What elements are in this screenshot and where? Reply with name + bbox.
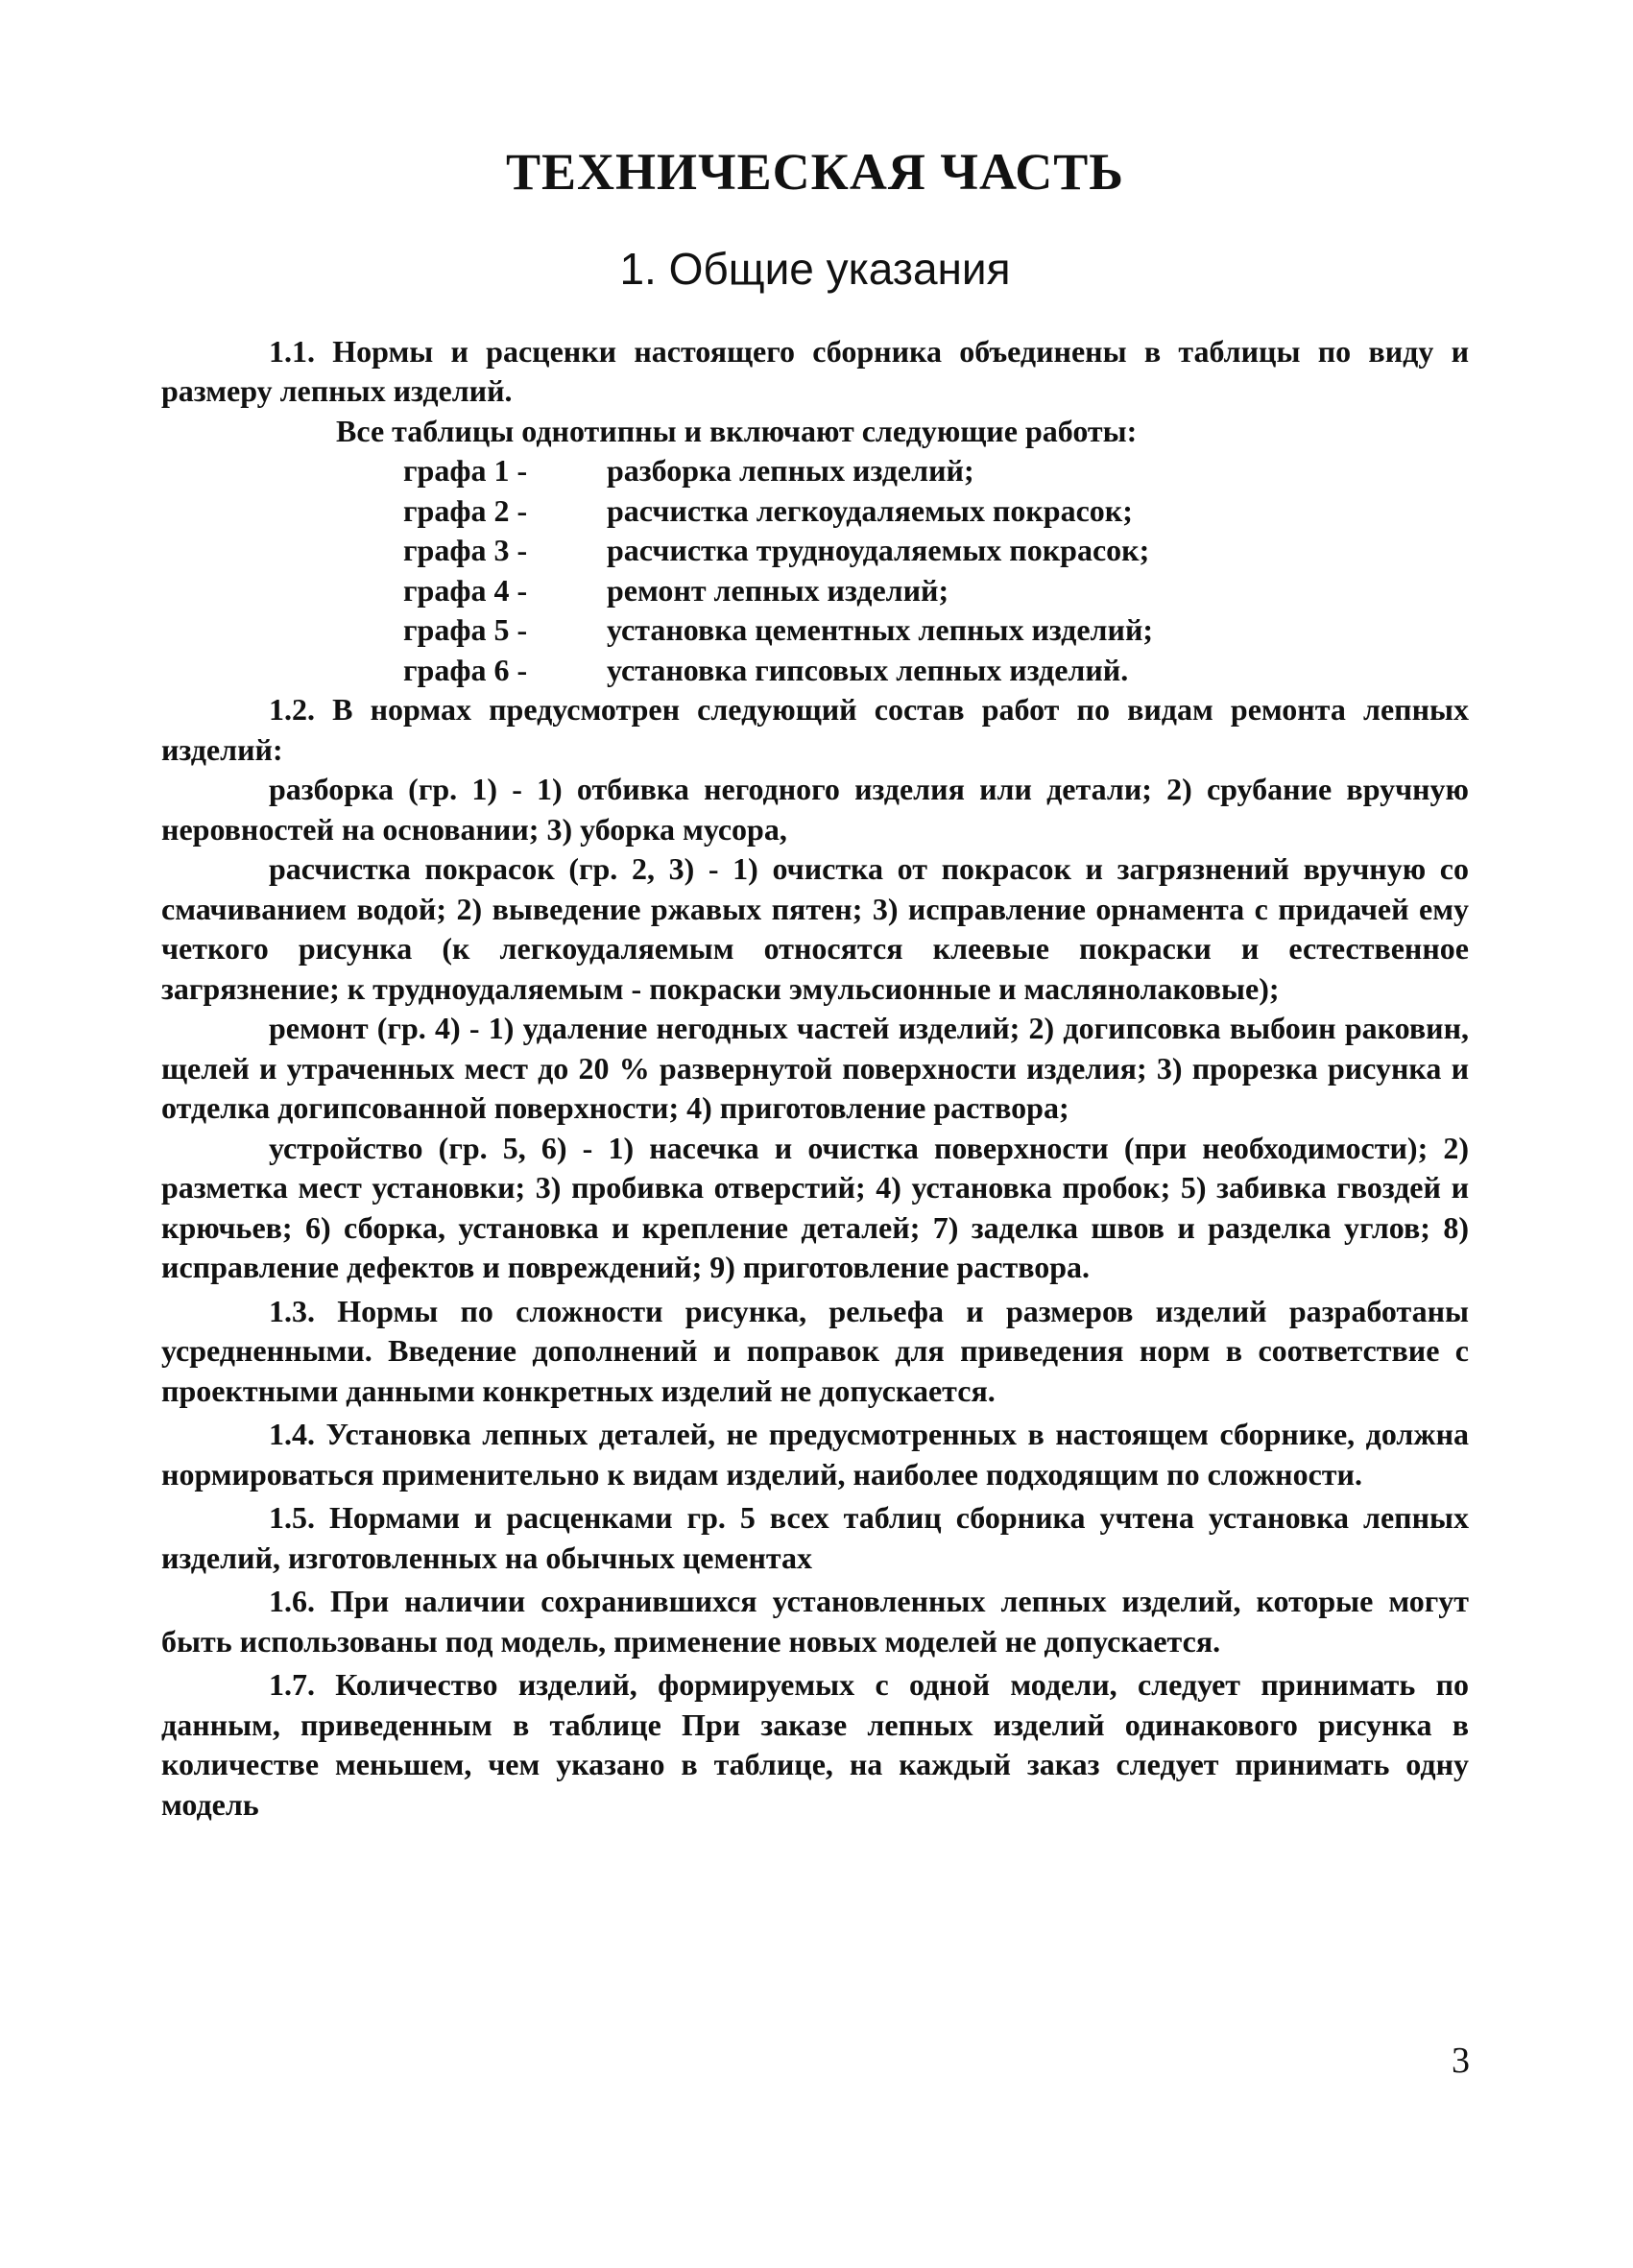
list-item-label: графа 1 -	[403, 453, 528, 489]
list-item-text: расчистка трудноудаляемых покрасок;	[607, 533, 1150, 568]
document-body	[161, 332, 1469, 1826]
list-item-label: графа 6 -	[403, 652, 528, 687]
list-item	[403, 451, 1469, 491]
paragraph-1-2: 1.2. В нормах предусмотрен следующий состав работ по видам ремонта лепных изделий:	[161, 692, 1469, 767]
list-item-label: графа 3 -	[403, 533, 528, 568]
list-item-label: графа 4 -	[403, 572, 528, 608]
document-page	[161, 144, 1469, 1825]
paragraph-1-4: 1.4. Установка лепных деталей, не предусмотренных в настоящем сборнике, должна нормироваться применительно к видам изделий, наиболее подходящим по сложности.	[161, 1417, 1469, 1492]
list-item	[403, 491, 1469, 532]
list-item-text: расчистка легкоудаляемых покрасок;	[607, 492, 1133, 528]
list-item-label: графа 5 -	[403, 612, 528, 648]
paragraph-1-3: 1.3. Нормы по сложности рисунка, рельефа и размеров изделий разработаны усредненными. Введение дополнений и поправок для приведения норм в соответствие с проектными данными конкретных изделий не допускается.	[161, 1293, 1469, 1408]
paragraph-1-2-repair: ремонт (гр. 4) - 1) удаление негодных частей изделий; 2) догипсовка выбоин раковин, щелей и утраченных мест до 20 % развернутой поверхности изделия; 3) прорезка рисунка и отделка догипсованной поверхности; 4) приготовление раствора;	[161, 1011, 1469, 1126]
list-item-text: разборка лепных изделий;	[607, 453, 974, 489]
list-item	[403, 571, 1469, 611]
list-item-label: графа 2 -	[403, 492, 528, 528]
work-columns-list	[161, 451, 1469, 690]
paragraph-1-2-installation: устройство (гр. 5, 6) - 1) насечка и очистка поверхности (при необходимости); 2) разметка мест установки; 3) пробивка отверстий; 4) установка пробок; 5) забивка гвоздей и крючьев; 6) сборка, установка и крепление деталей; 7) заделка швов и разделка углов; 8) исправление дефектов и повреждений; 9) приготовление раствора.	[161, 1130, 1469, 1285]
paragraph-1-1-intro: Все таблицы однотипны и включают следующие работы:	[336, 413, 1138, 448]
list-item-text: установка гипсовых лепных изделий.	[607, 652, 1129, 687]
list-item-text: ремонт лепных изделий;	[607, 572, 949, 608]
paragraph-1-6: 1.6. При наличии сохранившихся установленных лепных изделий, которые могут быть использованы под модель, применение новых моделей не допускается.	[161, 1584, 1469, 1659]
list-item	[403, 651, 1469, 691]
paragraph-1-7: 1.7. Количество изделий, формируемых с одной модели, следует принимать по данным, приведенным в таблице При заказе лепных изделий одинакового рисунка в количестве меньшем, чем указано в таблице, на каждый заказ следует принимать одну модель	[161, 1667, 1469, 1822]
list-item	[403, 531, 1469, 571]
page-number: 3	[1452, 2041, 1470, 2081]
list-item	[403, 610, 1469, 651]
list-item-text: установка цементных лепных изделий;	[607, 612, 1154, 648]
paragraph-1-2-cleaning: расчистка покрасок (гр. 2, 3) - 1) очистка от покрасок и загрязнений вручную со смачиванием водой; 2) выведение ржавых пятен; 3) исправление орнамента с придачей ему четкого рисунка (к легкоудаляемым относятся клеевые покраски и естественное загрязнение; к трудноудаляемым - покраски эмульсионные и маслянолаковые);	[161, 851, 1469, 1006]
document-title: ТЕХНИЧЕСКАЯ ЧАСТЬ	[506, 143, 1124, 201]
paragraph-1-2-dismantling: разборка (гр. 1) - 1) отбивка негодного изделия или детали; 2) срубание вручную неровностей на основании; 3) уборка мусора,	[161, 772, 1469, 847]
paragraph-1-1: 1.1. Нормы и расценки настоящего сборника объединены в таблицы по виду и размеру лепных изделий.	[161, 333, 1469, 409]
section-title: 1. Общие указания	[619, 244, 1011, 295]
paragraph-1-5: 1.5. Нормами и расценками гр. 5 всех таблиц сборника учтена установка лепных изделий, изготовленных на обычных цементах	[161, 1500, 1469, 1575]
